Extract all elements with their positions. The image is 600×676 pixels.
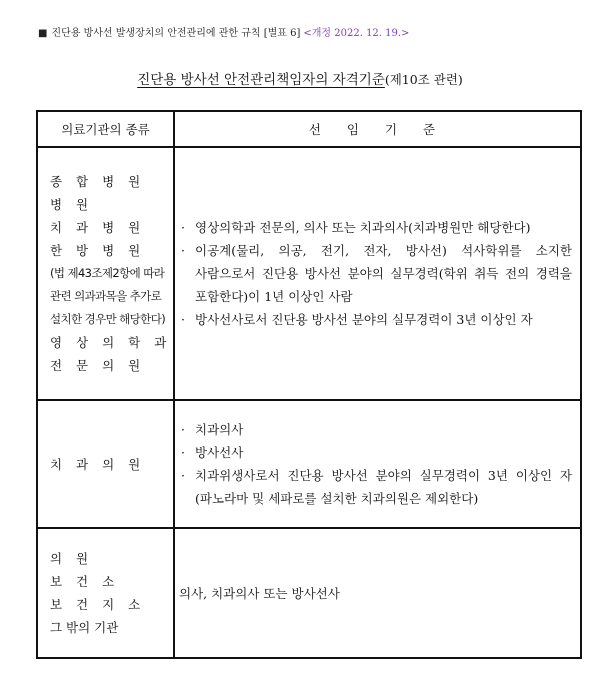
institution-item: 치 과 의 원 — [50, 456, 146, 472]
institution-item: 전 문 의 원 — [50, 358, 146, 373]
regulation-header — [38, 24, 578, 39]
qualification-table — [36, 110, 582, 659]
institution-note: (법 제43조제2항에 따라 관련 의과과목을 추가로 설치한 경우만 해당한다) — [50, 266, 166, 326]
criteria-list — [181, 418, 572, 510]
criteria-item: · 이공계(물리, 의공, 전기, 전자, 방사선) 석사학위를 소지한 사람으로서 진단용 방사선 분야의 실무경력(학위 취득 전의 경력을 포함한다)이 1년 이상인 사람 — [181, 239, 572, 308]
bullet-dot-icon: · — [181, 220, 185, 235]
bullet-dot-icon: · — [181, 445, 185, 460]
header-appointment-criteria: 선 임 기 준 — [174, 111, 581, 147]
criteria-item: · 방사선사로서 진단용 방사선 분야의 실무경력이 3년 이상인 자 — [181, 308, 572, 331]
bullet-dot-icon: · — [181, 312, 185, 327]
criteria-item: · 방사선사 — [181, 441, 572, 464]
institution-item: 보 건 소 — [50, 574, 120, 589]
institution-cell — [37, 147, 174, 400]
institution-item: 치 과 병 원 — [50, 220, 146, 235]
institution-item: 그 밖의 기관 — [50, 620, 119, 635]
regulation-reference: 진단용 방사선 발생장치의 안전관리에 관한 규칙 [별표 6] — [51, 28, 301, 39]
page-title — [0, 68, 600, 88]
criteria-cell — [174, 400, 581, 528]
revision-date: <개정 2022. 12. 19.> — [303, 28, 410, 39]
institution-list — [50, 547, 173, 639]
table-row — [37, 528, 581, 658]
header-institution-type: 의료기관의 종류 — [37, 111, 174, 147]
institution-item: 보 건 지 소 — [50, 597, 146, 612]
criteria-cell — [174, 147, 581, 400]
bullet-dot-icon: · — [181, 468, 185, 483]
institution-item: 종 합 병 원 — [50, 174, 146, 189]
institution-item: 영 상 의 학 과 — [50, 335, 172, 350]
square-bullet-icon: ■ — [38, 28, 48, 39]
institution-cell — [37, 400, 174, 528]
institution-list — [50, 453, 173, 476]
table-row — [37, 400, 581, 528]
institution-item: 의 원 — [50, 551, 94, 566]
institution-item: 병 원 — [50, 197, 94, 212]
title-subtitle: (제10조 관련) — [384, 72, 463, 87]
criteria-item: · 치과의사 — [181, 418, 572, 441]
criteria-item: · 영상의학과 전문의, 의사 또는 치과의사(치과병원만 해당한다) — [181, 216, 572, 239]
table-row — [37, 147, 581, 400]
institution-list — [50, 170, 173, 377]
institution-cell — [37, 528, 174, 658]
title-main: 진단용 방사선 안전관리책임자의 자격기준 — [137, 72, 385, 88]
bullet-dot-icon: · — [181, 422, 185, 437]
bullet-dot-icon: · — [181, 243, 185, 258]
criteria-list — [181, 216, 572, 331]
table-header-row — [37, 111, 581, 147]
institution-item: 한 방 병 원 — [50, 243, 146, 258]
criteria-cell — [174, 528, 581, 658]
criteria-text: 의사, 치과의사 또는 방사선사 — [179, 586, 340, 601]
criteria-item: · 치과위생사로서 진단용 방사선 분야의 실무경력이 3년 이상인 자(파노라마 및 세파로를 설치한 치과의원은 제외한다) — [181, 464, 572, 510]
